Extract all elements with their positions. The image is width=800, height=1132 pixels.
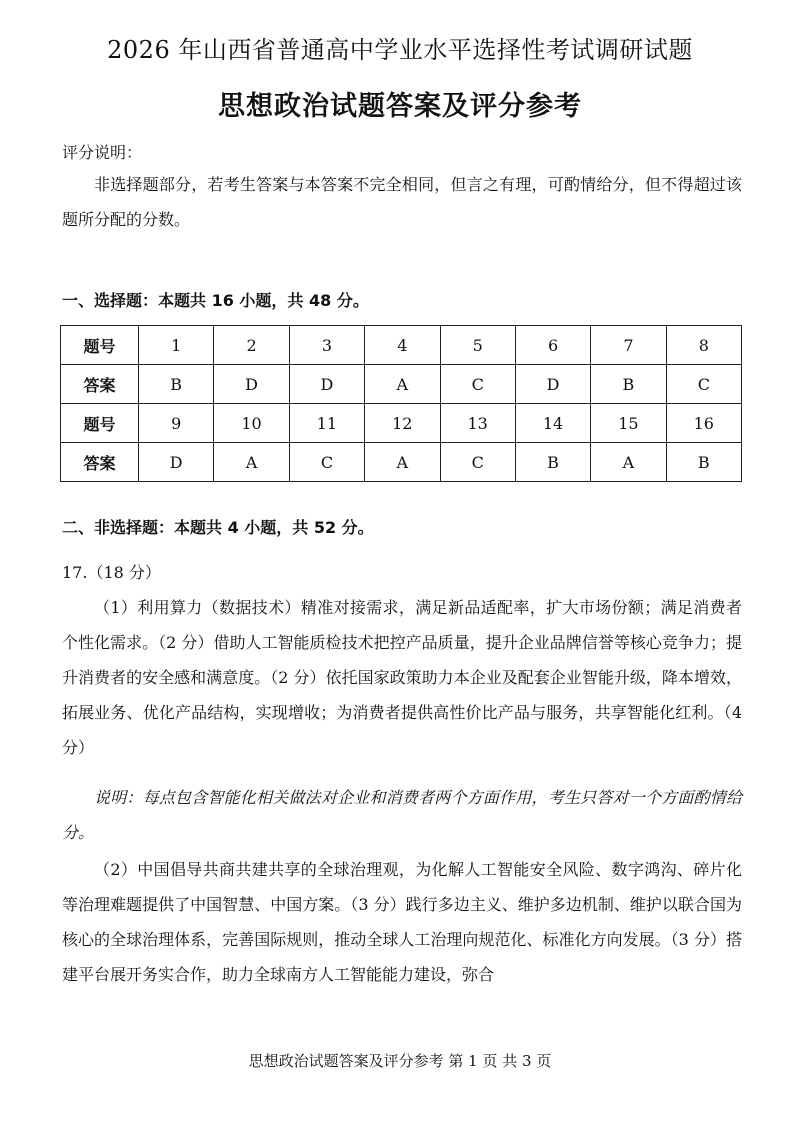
- q17-scoring-note: 说明：每点包含智能化相关做法对企业和消费者两个方面作用，考生只答对一个方面酌情给分。: [62, 788, 742, 842]
- answer-cell: C: [440, 443, 515, 482]
- row-label-number: 题号: [61, 404, 139, 443]
- exam-title: 2026 年山西省普通高中学业水平选择性考试调研试题: [107, 36, 693, 64]
- table-row: [61, 443, 742, 482]
- answer-cell: D: [515, 365, 590, 404]
- question-number: 15: [591, 404, 666, 443]
- answer-cell: B: [515, 443, 590, 482]
- answer-cell: C: [289, 443, 364, 482]
- answer-cell: A: [214, 443, 289, 482]
- table-row: [61, 326, 742, 365]
- q17-part2-answer: （2）中国倡导共商共建共享的全球治理观，为化解人工智能安全风险、数字鸿沟、碎片化等治理难题提供了中国智慧、中国方案。（3 分）践行多边主义、维护多边机制、维护以联合国为核心的全球治理体系，完善国际规则，推动全球人工治理向规范化、标准化方向发展。（3 分）搭建平台展开务实合作，助力全球南方人工智能能力建设，弥合: [62, 860, 742, 984]
- question-number: 6: [515, 326, 590, 365]
- row-label-answer: 答案: [61, 365, 139, 404]
- question-number: 16: [666, 404, 741, 443]
- table-row: [61, 404, 742, 443]
- page-footer: 思想政治试题答案及评分参考 第 1 页 共 3 页: [248, 1052, 552, 1070]
- question-number: 4: [365, 326, 440, 365]
- question-number: 11: [289, 404, 364, 443]
- answer-table: [60, 325, 742, 482]
- section1-heading: 一、选择题：本题共 16 小题，共 48 分。: [62, 291, 369, 310]
- question-number: 12: [365, 404, 440, 443]
- answer-cell: D: [289, 365, 364, 404]
- answer-cell: A: [365, 365, 440, 404]
- document-title: 思想政治试题答案及评分参考: [218, 91, 582, 122]
- answer-cell: A: [591, 443, 666, 482]
- answer-cell: B: [666, 443, 741, 482]
- table-row: [61, 365, 742, 404]
- question-number: 10: [214, 404, 289, 443]
- row-label-number: 题号: [61, 326, 139, 365]
- answer-cell: B: [139, 365, 214, 404]
- answer-cell: C: [666, 365, 741, 404]
- section2-heading: 二、非选择题：本题共 4 小题，共 52 分。: [62, 518, 374, 537]
- question-number: 5: [440, 326, 515, 365]
- answer-cell: A: [365, 443, 440, 482]
- question-number: 2: [214, 326, 289, 365]
- row-label-answer: 答案: [61, 443, 139, 482]
- question-number: 1: [139, 326, 214, 365]
- answer-cell: D: [139, 443, 214, 482]
- question-number: 13: [440, 404, 515, 443]
- answer-cell: C: [440, 365, 515, 404]
- question-number: 8: [666, 326, 741, 365]
- question-number: 14: [515, 404, 590, 443]
- answer-cell: B: [591, 365, 666, 404]
- question-number: 9: [139, 404, 214, 443]
- question-number: 7: [591, 326, 666, 365]
- q17-part1-answer: （1）利用算力（数据技术）精准对接需求，满足新品适配率，扩大市场份额；满足消费者个性化需求。（2 分）借助人工智能质检技术把控产品质量，提升企业品牌信誉等核心竞争力；提升消费者的安全感和满意度。（2 分）依托国家政策助力本企业及配套企业智能升级，降本增效，拓展业务、优化产品结构，实现增收；为消费者提供高性价比产品与服务，共享智能化红利。（4 分）: [62, 598, 742, 757]
- question-number: 3: [289, 326, 364, 365]
- answer-cell: D: [214, 365, 289, 404]
- q17-heading: 17.（18 分）: [62, 563, 161, 582]
- scoring-note-text: 非选择题部分，若考生答案与本答案不完全相同，但言之有理，可酌情给分，但不得超过该题所分配的分数。: [62, 175, 742, 229]
- scoring-note-heading: 评分说明：: [62, 143, 143, 162]
